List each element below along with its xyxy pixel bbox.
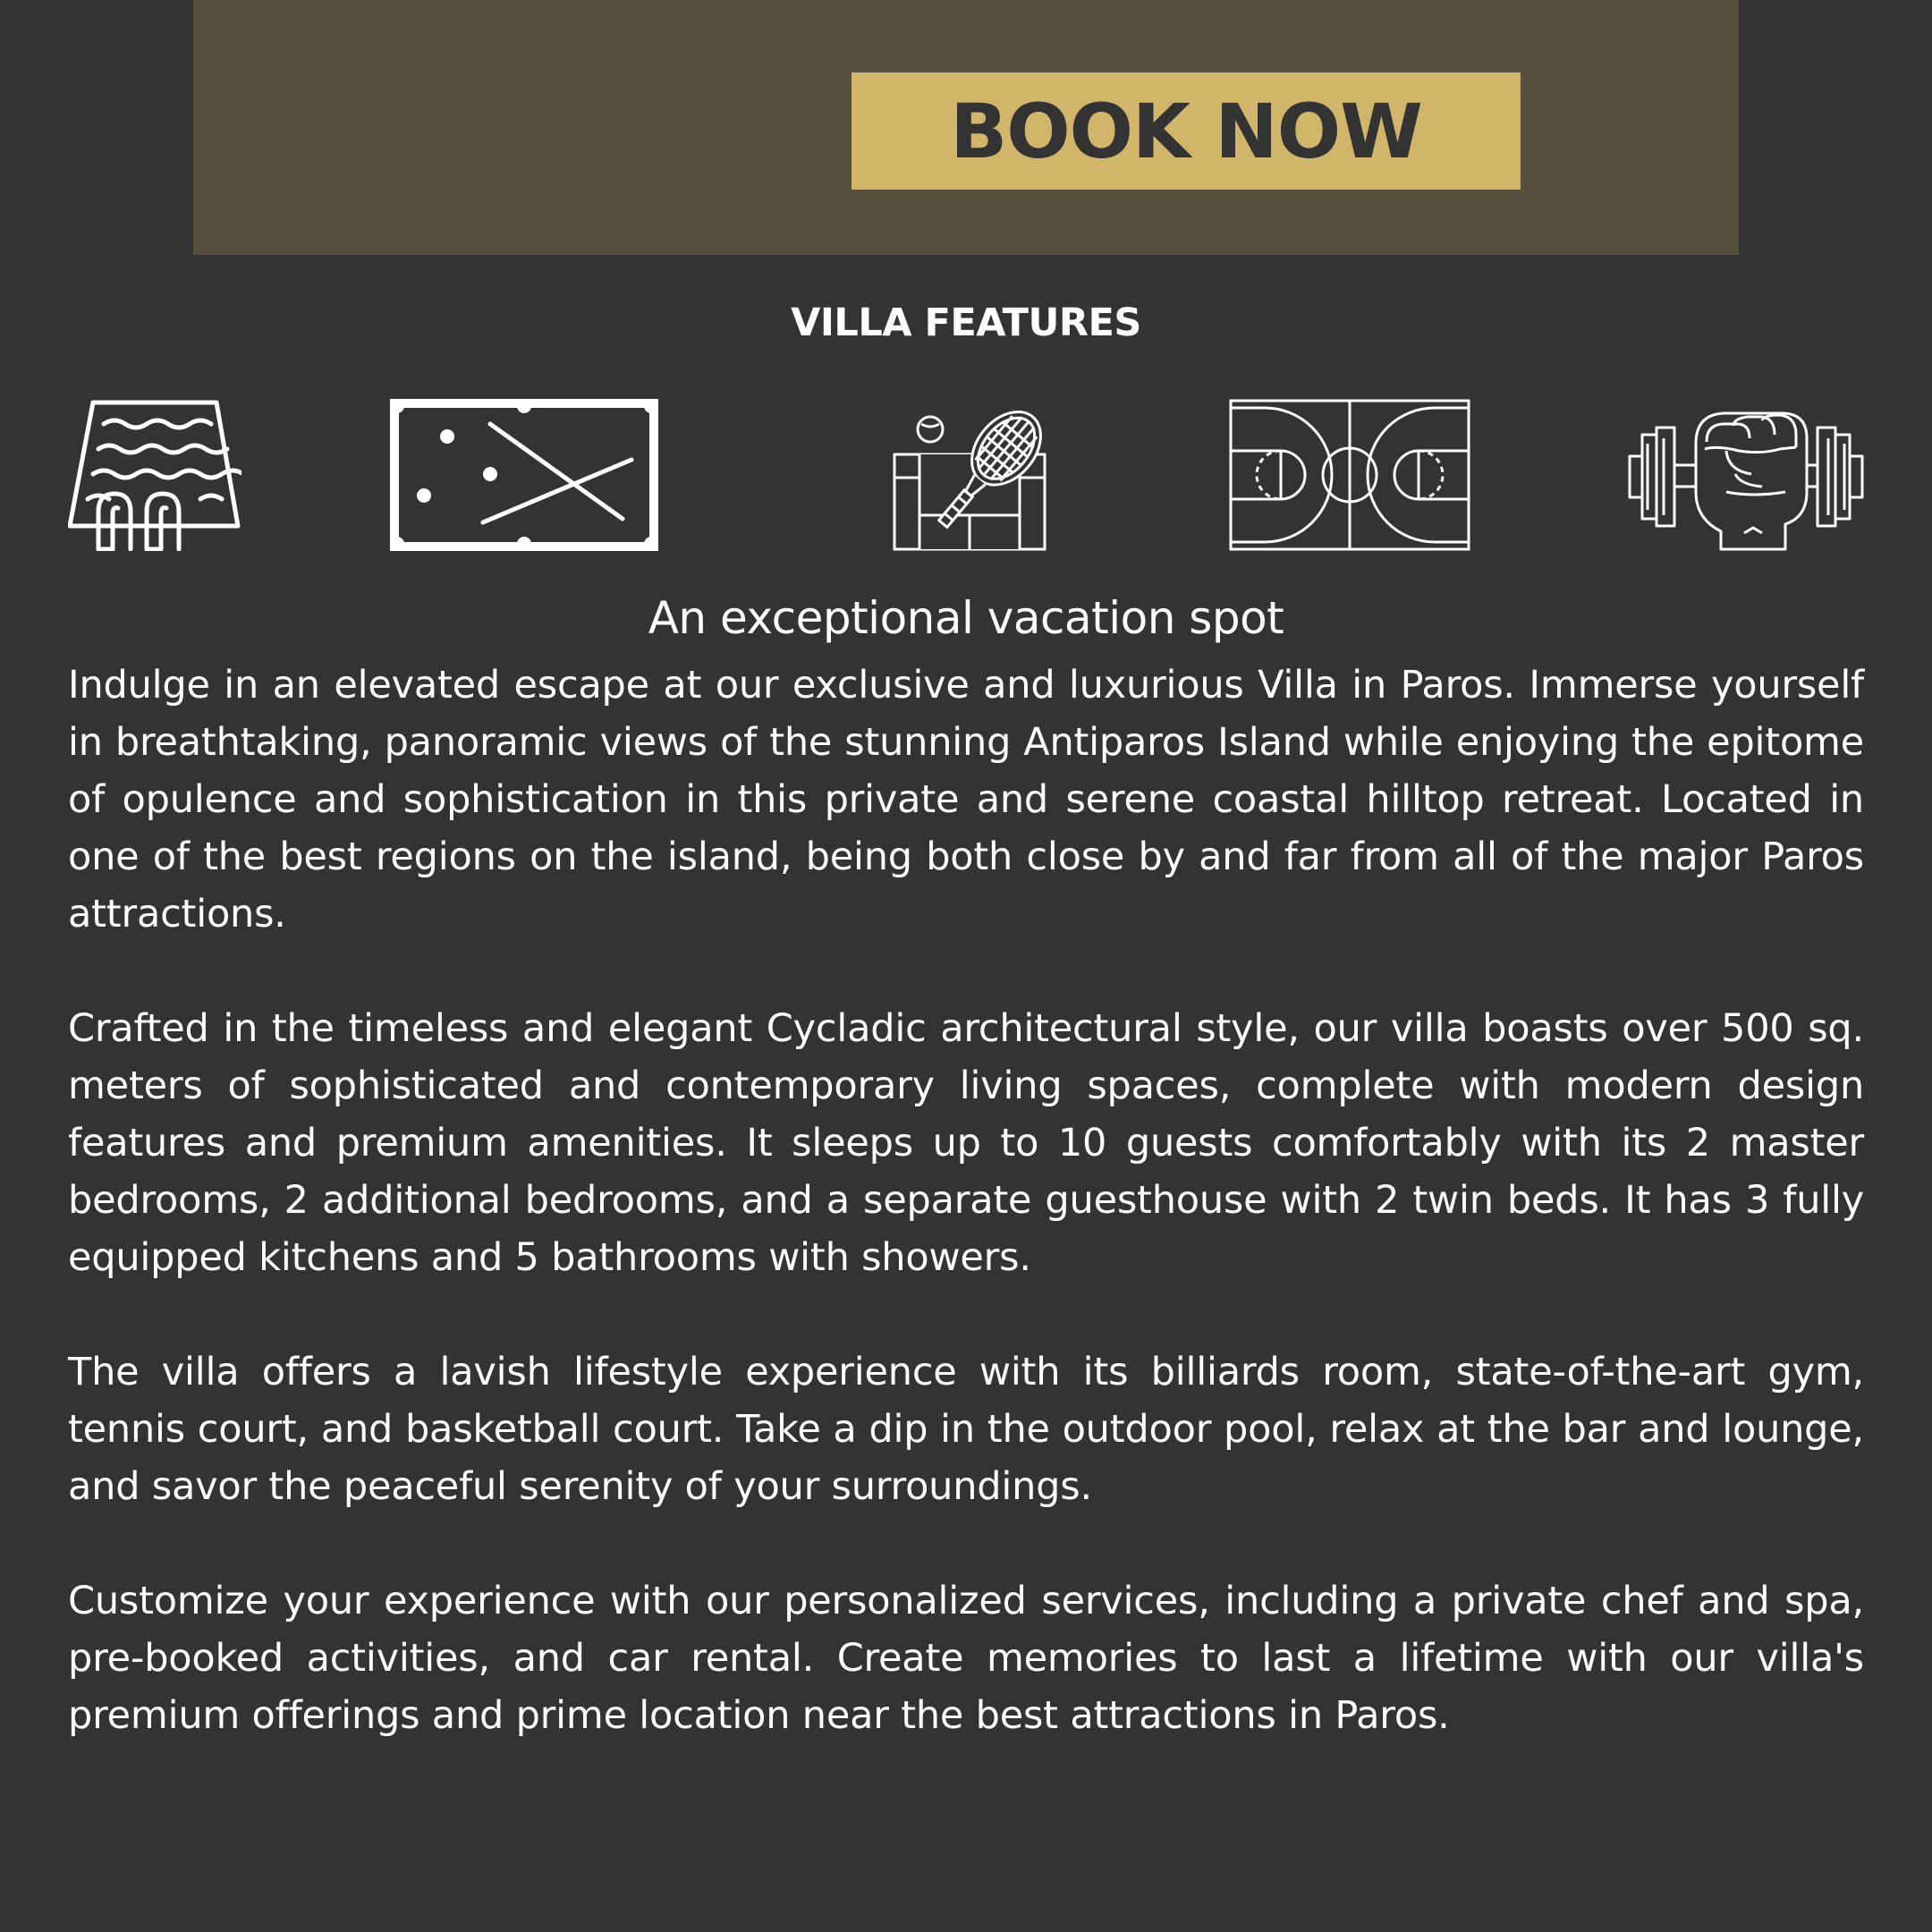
description: [68, 657, 1864, 1801]
basketball-court-icon: [1229, 399, 1470, 551]
tennis-icon: [893, 399, 1046, 551]
paragraph-intro: Indulge in an elevated escape at our exclusive and luxurious Villa in Paros. Immerse yourself in breathtaking, panoramic views of the stunning Antiparos Island while enjoying the epitome of opulence and sophistication in this private and serene coastal hilltop retreat. Located in one of the best regions on the island, being both close by and far from all of the major Paros attractions.: [68, 663, 1864, 936]
paragraph-amenities: The villa offers a lavish lifestyle experience with its billiards room, state-of-the-art gym, tennis court, and basketball court. Take a dip in the outdoor pool, relax at the bar and lounge, and savor the peaceful serenity of your surroundings.: [68, 1350, 1864, 1509]
book-now-button[interactable]: BOOK NOW: [852, 72, 1521, 190]
booking-banner: [193, 0, 1739, 255]
paragraph-services: Customize your experience with our personalized services, including a private chef and spa, pre-booked activities, and car rental. Create memories to last a lifetime with our villa's premium offerings and prime location near the best attractions in Paros.: [68, 1579, 1864, 1738]
pool-icon: [68, 399, 242, 551]
paragraph-architecture: Crafted in the timeless and elegant Cycladic architectural style, our villa boasts over 500 sq. meters of sophisticated and contemporary living spaces, complete with modern design features and premium amenities. It sleeps up to 10 guests comfortably with its 2 master bedrooms, 2 additional bedrooms, and a separate guesthouse with 2 twin beds. It has 3 fully equipped kitchens and 5 bathrooms with showers.: [68, 1006, 1864, 1280]
billiards-icon: [390, 399, 658, 551]
gym-icon: [1628, 399, 1864, 551]
villa-features-title: VILLA FEATURES: [791, 301, 1141, 345]
section-subtitle: An exceptional vacation spot: [648, 592, 1284, 644]
